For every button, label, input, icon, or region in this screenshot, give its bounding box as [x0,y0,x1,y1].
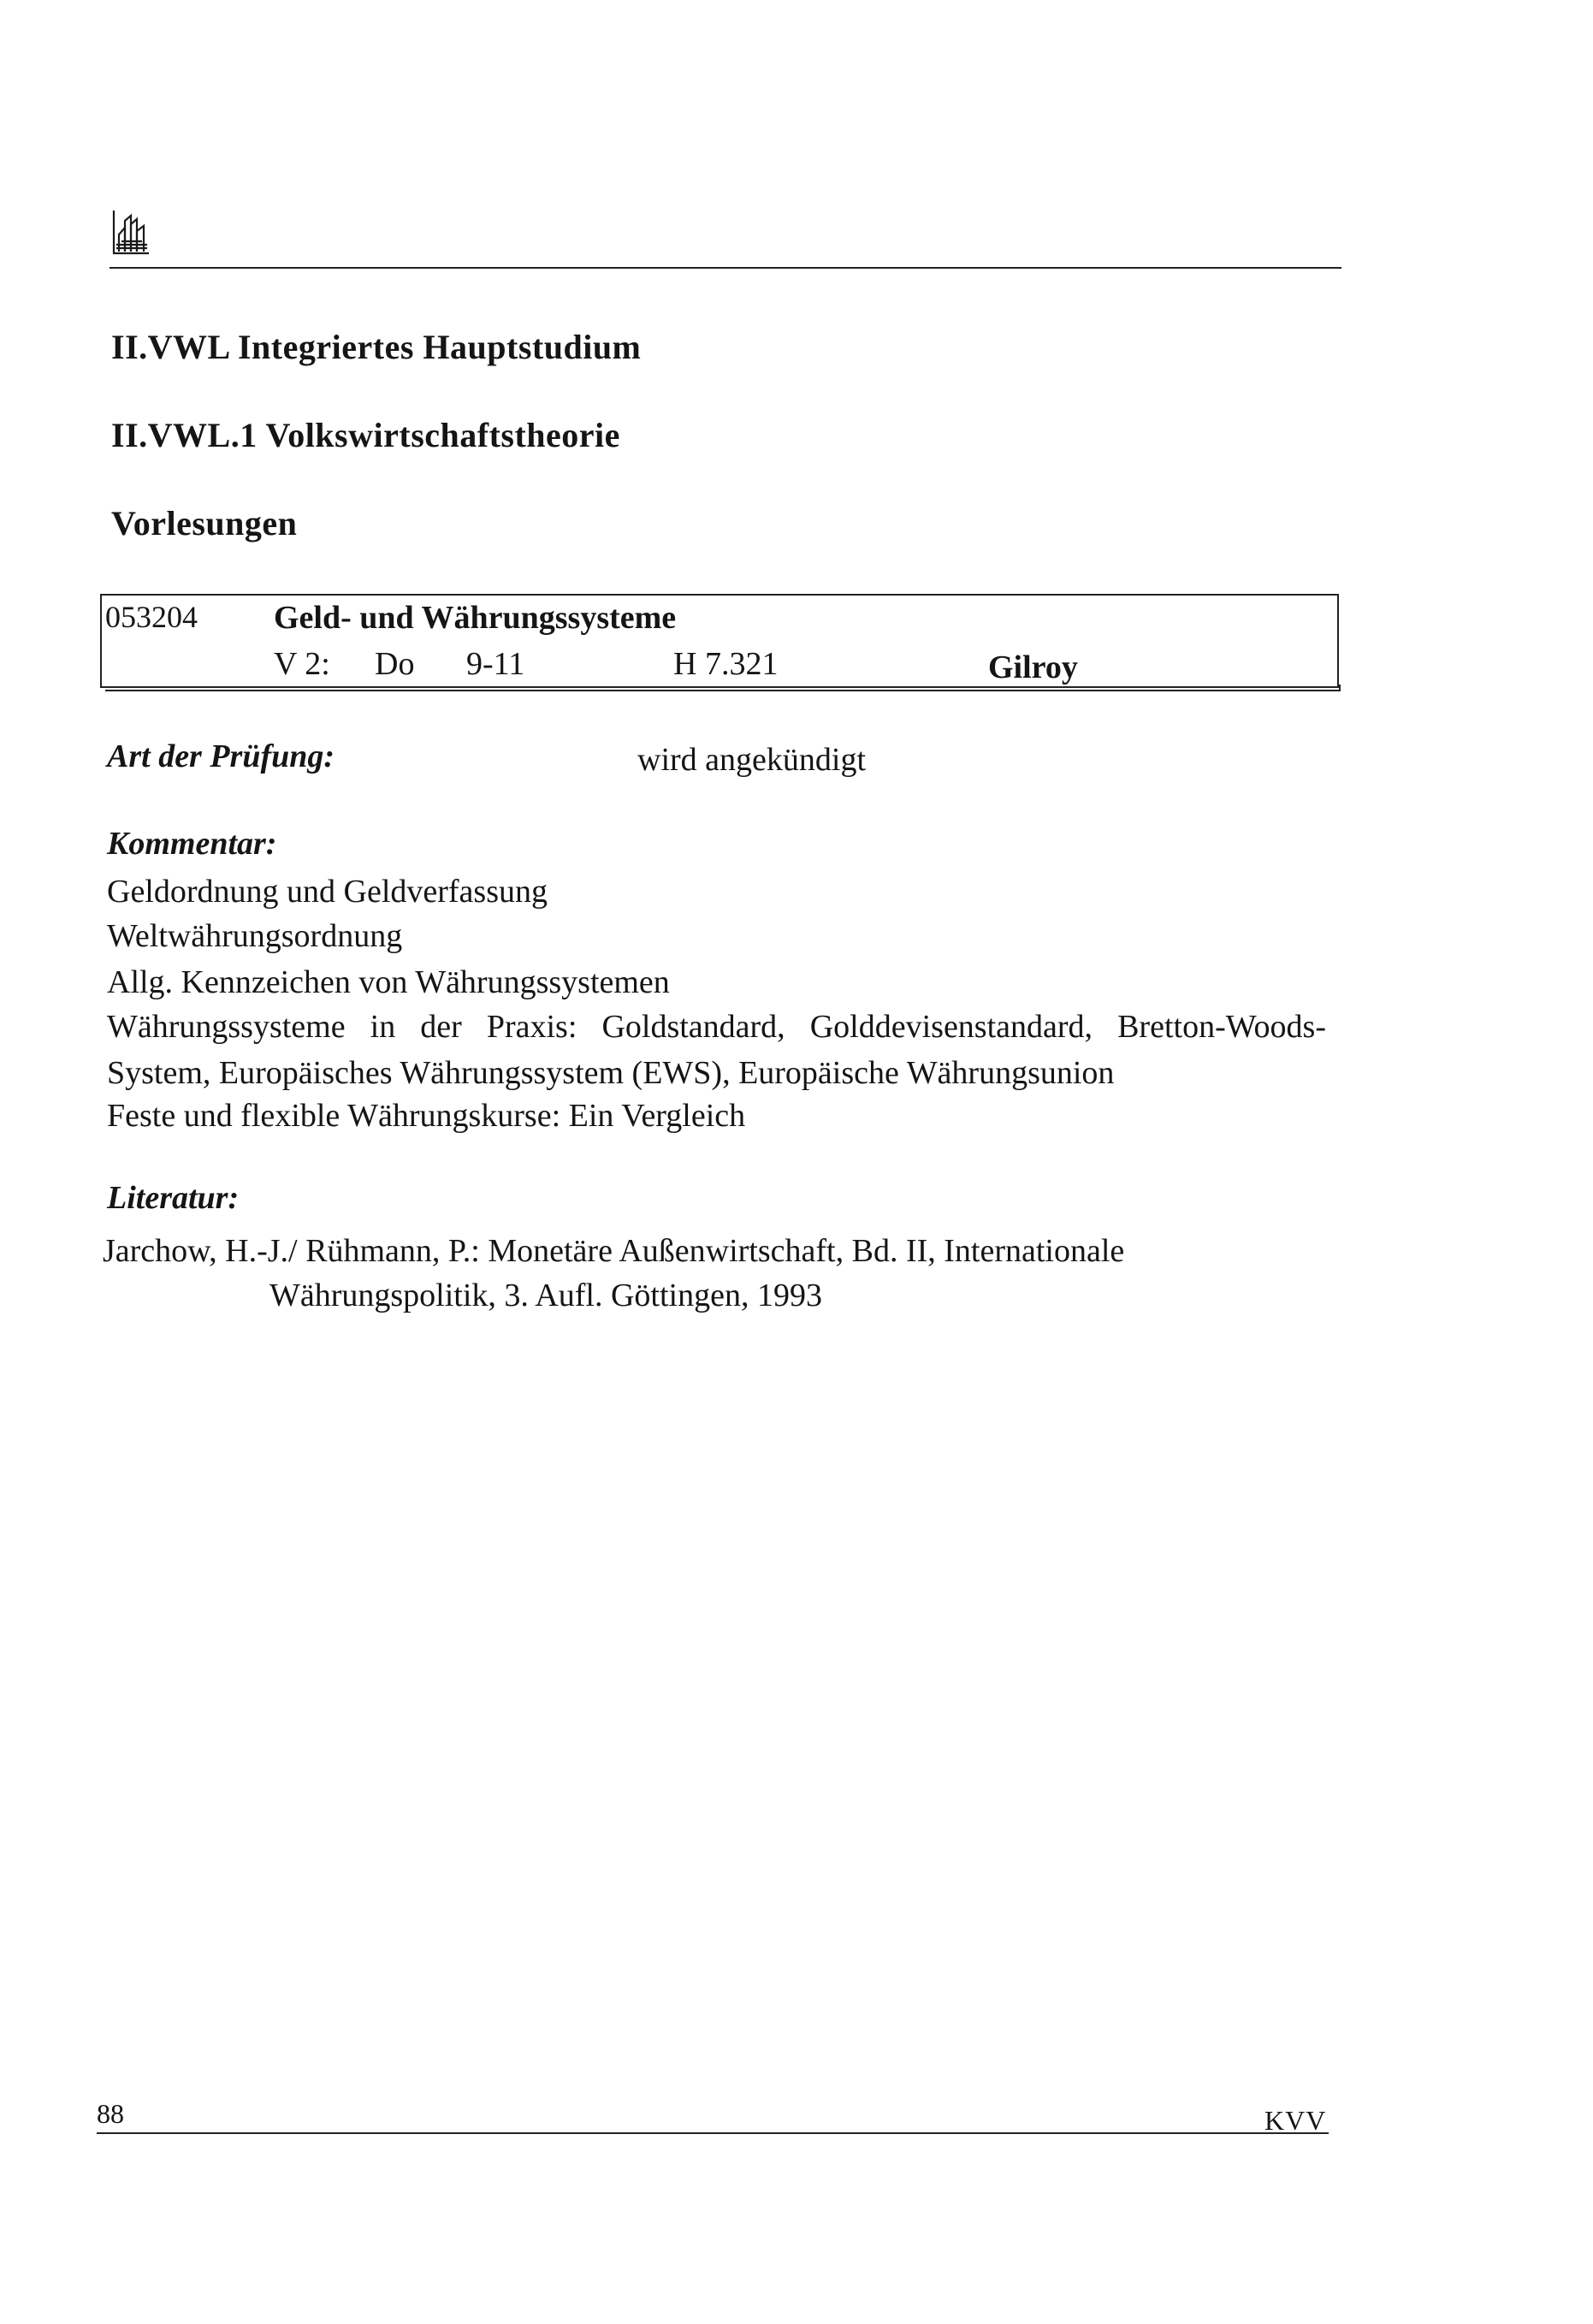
footer-code: KVV [1264,2105,1327,2136]
page-number: 88 [97,2098,124,2129]
section-heading: II.VWL Integriertes Hauptstudium [111,328,642,366]
course-time: 9-11 [466,646,525,682]
comment-line [107,1008,1326,1046]
comment-line-text: Währungssysteme in der Praxis: Goldstandard, Golddevisenstandard, Bretton-Woods- [107,1009,1326,1045]
course-number: 053204 [105,600,198,634]
comment-line: System, Europäisches Währungssystem (EWS), Europäische Währungsunion [107,1055,1115,1091]
literature-reference: Jarchow, H.-J./ Rühmann, P.: Monetäre Außenwirtschaft, Bd. II, Internationale [103,1233,1125,1269]
exam-label: Art der Prüfung: [107,738,335,774]
comment-line: Feste und flexible Währungskurse: Ein Vergleich [107,1098,746,1134]
comment-line: Weltwährungsordnung [107,918,403,954]
course-lecturer: Gilroy [988,649,1078,685]
exam-value: wird angekündigt [637,742,867,778]
comment-line: Geldordnung und Geldverfassung [107,874,548,910]
course-type: V 2: [274,646,330,682]
course-title: Geld- und Währungssysteme [274,600,677,636]
footer-rule [97,2132,1329,2134]
category-heading: Vorlesungen [111,504,298,542]
literature-label: Literatur: [107,1180,240,1216]
comment-label: Kommentar: [107,826,277,862]
comment-line: Allg. Kennzeichen von Währungssystemen [107,964,670,1000]
literature-reference-continued: Währungspolitik, 3. Aufl. Göttingen, 1993 [269,1278,822,1313]
course-day: Do [375,646,415,682]
subsection-heading: II.VWL.1 Volkswirtschaftstheorie [111,416,620,454]
header-rule [110,267,1341,269]
course-room: H 7.321 [673,646,779,682]
university-logo-icon [111,209,151,257]
